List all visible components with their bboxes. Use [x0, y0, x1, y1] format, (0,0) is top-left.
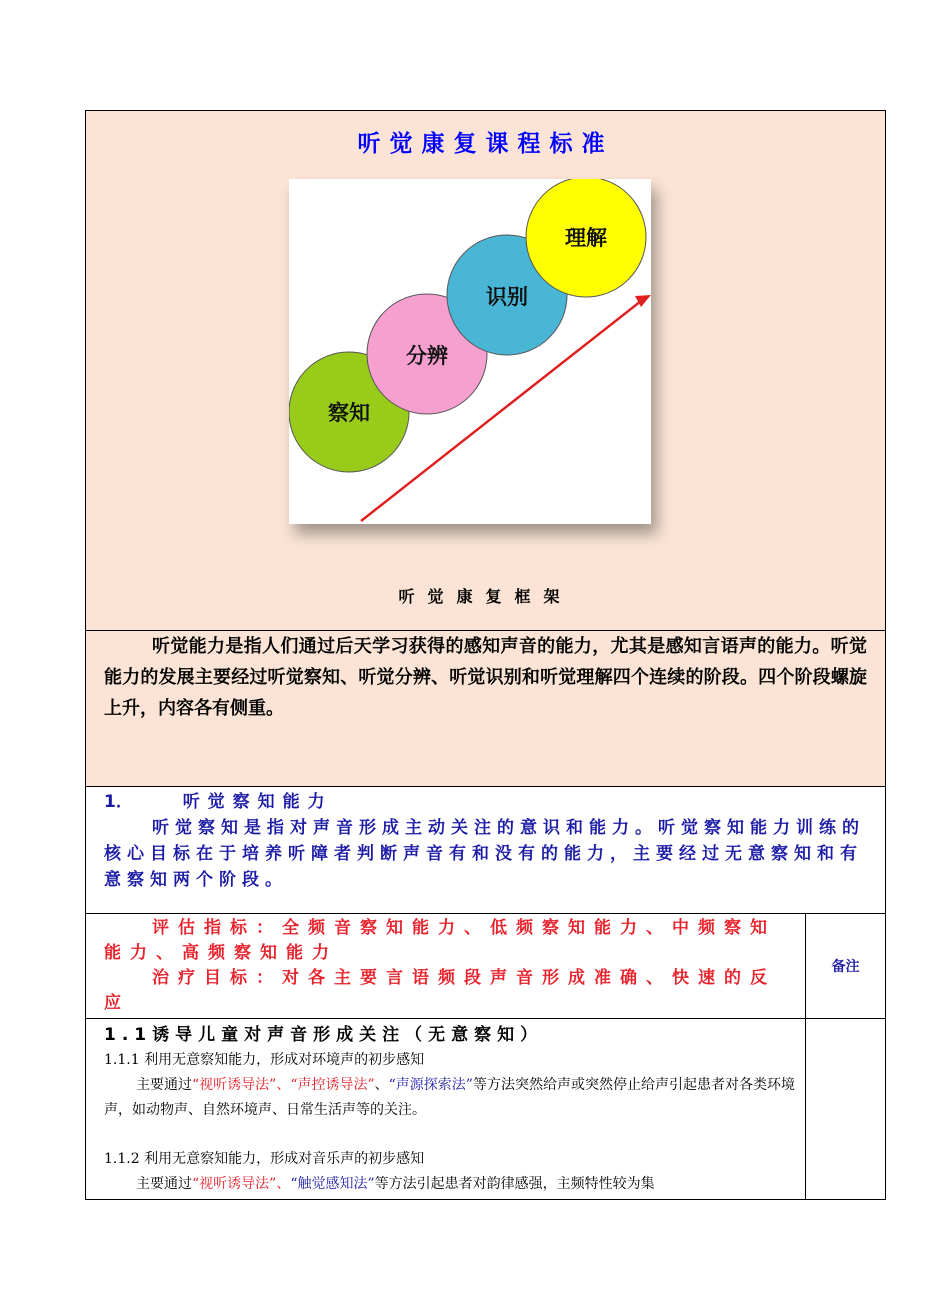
method-3: “视听诱导法”、 — [192, 1176, 291, 1192]
section1-cell — [86, 787, 886, 914]
intro-cell — [86, 631, 886, 787]
text-post-2: 等方法引起患者对韵律感强，主频特性较为集 — [374, 1176, 655, 1192]
intro-paragraph: 听觉能力是指人们通过后天学习获得的感知声音的能力，尤其是感知言语声的能力。听觉能力的发展主要经过听觉察知、听觉分辨、听觉识别和听觉理解四个连续的阶段。四个阶段螺旋上升，内容各有侧重。 — [104, 636, 867, 719]
eval-indicators: 评估指标：全频音察知能力、低频察知能力、中频察知能力、高频察知能力 — [104, 918, 776, 963]
section1-heading — [104, 789, 867, 815]
curriculum-table — [85, 110, 886, 1200]
figure-cell — [86, 111, 886, 631]
blank-line — [104, 1123, 801, 1147]
section1-body: 听觉察知是指对声音形成主动关注的意识和能力。听觉察知能力训练的核心目标在于培养听障者判断声音有和没有的能力，主要经过无意察知和有意察知两个阶段。 — [104, 818, 865, 890]
label-shi-bie: 识别 — [486, 285, 528, 309]
page-title: 听觉康复课程标准 — [357, 131, 614, 157]
section-1-1-1-title: 1.1.1 利用无意察知能力，形成对环境声的初步感知 — [104, 1052, 425, 1068]
framework-diagram — [289, 179, 651, 524]
method-4: “触觉感知法” — [290, 1176, 375, 1192]
goals-cell — [86, 914, 806, 1019]
section1-title: 听觉察知能力 — [182, 792, 333, 812]
method-1: “视听诱导法”、“声控诱导法” — [192, 1077, 375, 1093]
text-pre: 主要通过 — [136, 1077, 192, 1093]
label-cha-zhi: 察知 — [328, 401, 370, 425]
content-cell — [86, 1019, 806, 1200]
label-fen-bian: 分辨 — [406, 344, 448, 368]
section-1-1-2-title: 1.1.2 利用无意察知能力，形成对音乐声的初步感知 — [104, 1151, 425, 1167]
framework-figure — [289, 179, 651, 524]
section1-number: 1． — [104, 792, 133, 812]
remark-header: 备注 — [806, 914, 886, 1019]
text-sep: 、 — [374, 1077, 389, 1093]
remark-cell — [806, 1019, 886, 1200]
section-1-1-2-body — [104, 1172, 801, 1197]
section-1-1-heading: 1.1诱导儿童对声音形成关注（无意察知） — [104, 1025, 544, 1045]
label-li-jie: 理解 — [565, 226, 607, 250]
method-2: “声源探索法” — [388, 1077, 473, 1093]
section-1-1-1-body — [104, 1073, 801, 1123]
text-post: 等方法突然给声或突然停止给声引起患者对各类环境声，如动物声、自然环境声、日常生活声等的关注。 — [104, 1077, 795, 1118]
figure-caption: 听觉康复框架 — [398, 587, 573, 606]
text-pre-2: 主要通过 — [136, 1176, 192, 1192]
treatment-goals: 治疗目标：对各主要言语频段声音形成准确、快速的反应 — [104, 968, 776, 1013]
